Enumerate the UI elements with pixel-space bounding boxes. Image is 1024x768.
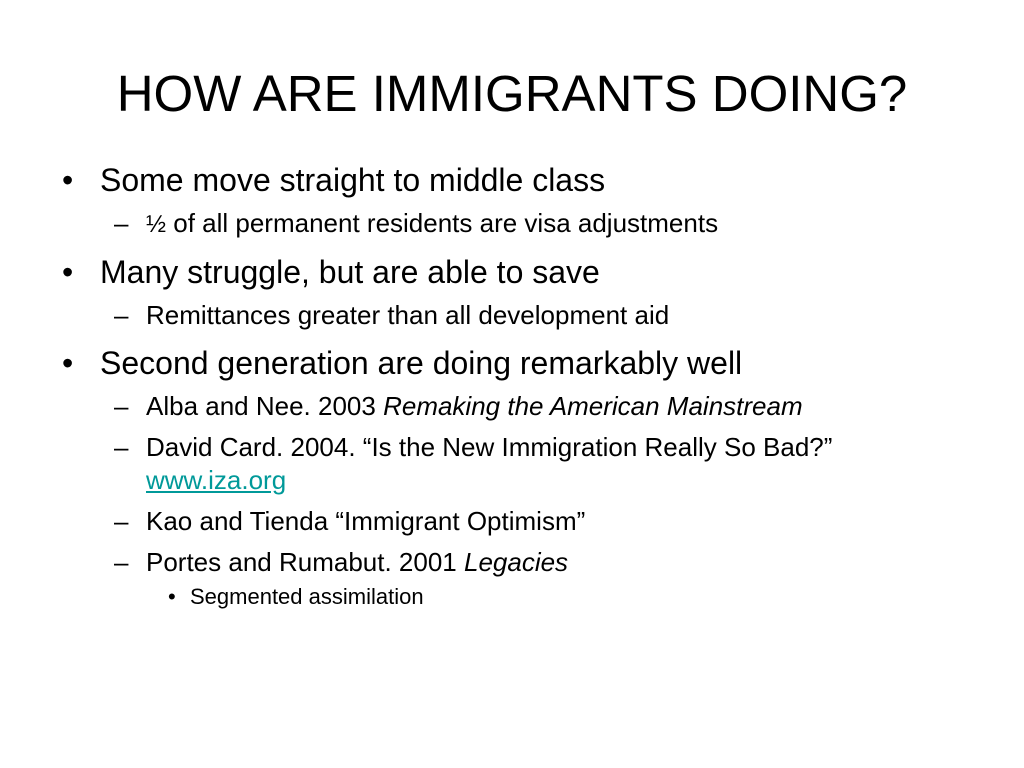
sub-bullet-text: Remittances greater than all development aid: [146, 300, 670, 330]
dash-marker: –: [114, 391, 129, 421]
sub-bullet-item: [58, 546, 978, 579]
sub-bullet-item: [58, 505, 978, 538]
dash-marker: –: [114, 506, 129, 536]
slide-body: [58, 157, 978, 617]
book-title: Legacies: [463, 547, 569, 577]
sub-bullet-item: [58, 207, 978, 241]
bullet-item: [58, 249, 978, 295]
bullet-item: [58, 340, 978, 386]
bullet-marker: •: [62, 345, 74, 381]
dash-marker: –: [114, 432, 129, 462]
sub-sub-bullet-item: [58, 583, 978, 611]
sub-bullet-text: David Card. 2004. “Is the New Immigration Really So Bad?”: [146, 432, 833, 462]
sub-bullet-text: of all permanent residents are visa adjustments: [166, 208, 719, 238]
bullet-marker: •: [62, 162, 74, 198]
sub-bullet-item: [58, 390, 978, 423]
bullet-text: Second generation are doing remarkably well: [100, 345, 743, 381]
dash-marker: –: [114, 208, 129, 238]
sub-bullet-text: Kao and Tienda “Immigrant Optimism”: [146, 506, 586, 536]
sub-bullet-item: [58, 299, 978, 332]
bullet-marker: •: [168, 584, 176, 609]
bullet-text: Many struggle, but are able to save: [100, 254, 600, 290]
slide-title: HOW ARE IMMIGRANTS DOING?: [116, 65, 908, 122]
sub-bullet-text: Alba and Nee. 2003: [146, 391, 384, 421]
sub-sub-bullet-text: Segmented assimilation: [190, 584, 424, 609]
bullet-marker: •: [62, 254, 74, 290]
bullet-item: [58, 157, 978, 203]
sub-bullet-text: Portes and Rumabut. 2001: [146, 547, 464, 577]
bullet-text: Some move straight to middle class: [100, 162, 606, 198]
book-title: Remaking the American Mainstream: [383, 391, 803, 421]
dash-marker: –: [114, 300, 129, 330]
fraction-text: ½: [146, 211, 167, 238]
sub-bullet-item: [58, 431, 978, 497]
dash-marker: –: [114, 547, 129, 577]
iza-link[interactable]: www.iza.org: [146, 465, 287, 495]
